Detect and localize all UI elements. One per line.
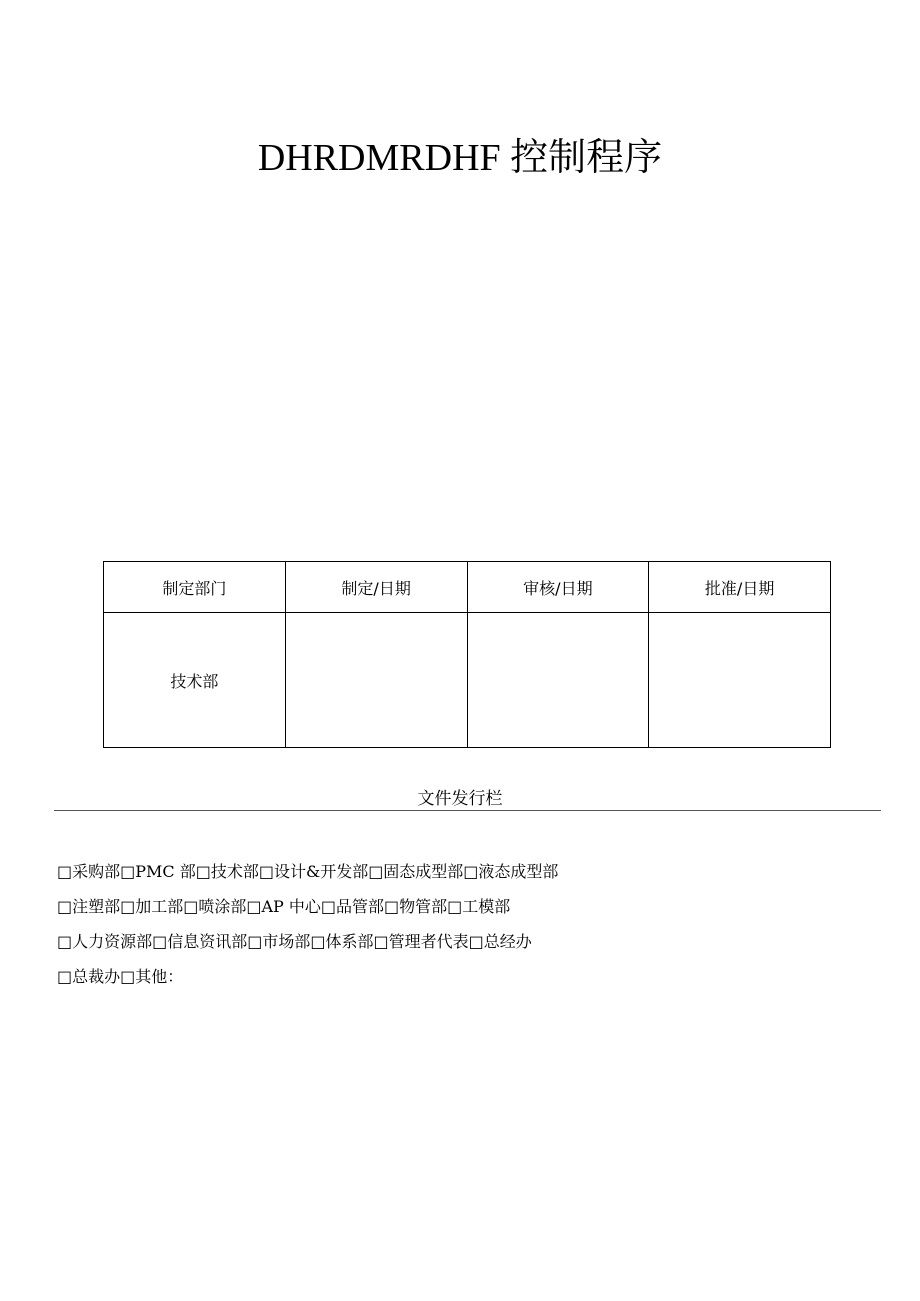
cell-drafting-dept: 技术部: [104, 613, 286, 748]
distribution-line-4: □总裁办□其他：: [57, 967, 184, 986]
document-title: DHRDMRDHF 控制程序: [257, 137, 663, 179]
distribution-line-2: □注塑部□加工部□喷涂部□AP 中心□品管部□物管部□工模部: [57, 897, 511, 916]
issue-section-divider: [54, 810, 881, 811]
cell-reviewed-date: [467, 613, 649, 748]
approval-table: [103, 561, 831, 748]
cell-drafted-date: [285, 613, 467, 748]
header-approved-date: 批准/日期: [649, 562, 831, 613]
cell-approved-date: [649, 613, 831, 748]
distribution-line-1: □采购部□PMC 部□技术部□设计&开发部□固态成型部□液态成型部: [57, 862, 559, 881]
header-drafting-dept: 制定部门: [104, 562, 286, 613]
header-drafted-date: 制定/日期: [285, 562, 467, 613]
distribution-line-3: □人力资源部□信息资讯部□市场部□体系部□管理者代表□总经办: [57, 932, 532, 951]
approval-header-row: [104, 562, 831, 613]
header-reviewed-date: 审核/日期: [467, 562, 649, 613]
approval-data-row: [104, 613, 831, 748]
issue-section-title: 文件发行栏: [417, 789, 503, 809]
distribution-list: [57, 858, 877, 998]
